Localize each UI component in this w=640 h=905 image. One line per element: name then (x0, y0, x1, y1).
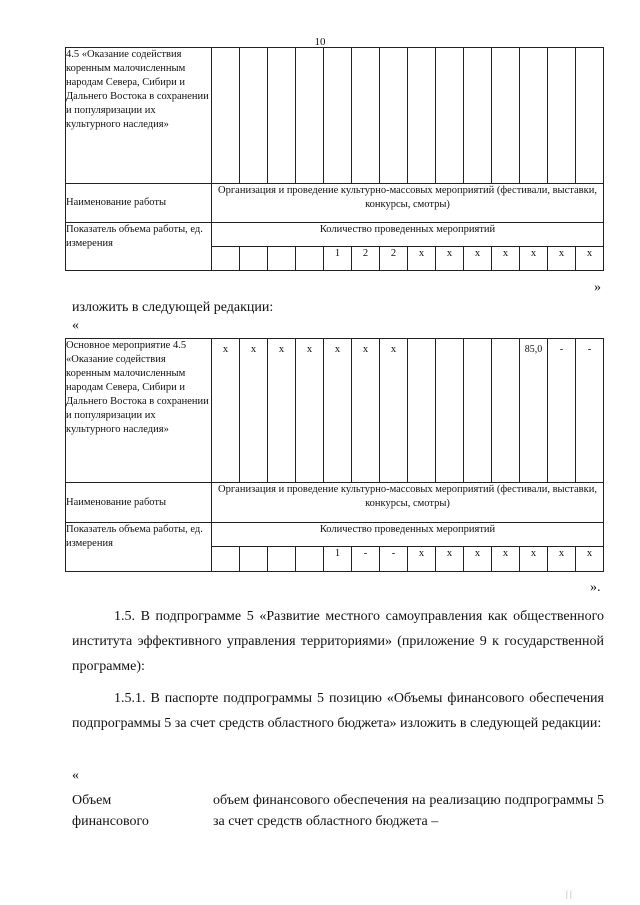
value-cell: х (408, 247, 436, 271)
value-cell (492, 48, 520, 184)
opening-quote: « (72, 768, 79, 783)
value-cell: 2 (352, 247, 380, 271)
opening-quote: « (72, 318, 79, 333)
value-cell: 85,0 (520, 339, 548, 483)
closing-quote: ». (590, 580, 601, 595)
value-cell (492, 339, 520, 483)
value-cell (352, 48, 380, 184)
value-cell: х (352, 339, 380, 483)
value-cell (268, 547, 296, 572)
work-name-label: Наименование работы (66, 483, 212, 523)
value-cell: х (492, 547, 520, 572)
activity-label: Основное мероприятие 4.5 «Оказание содействия коренным малочисленным народам Севера, Сибири и Дальнего Востока в сохранении и популяризации их культурного наследия» (66, 339, 212, 483)
value-cell (212, 547, 240, 572)
value-cell: х (520, 547, 548, 572)
value-cell (380, 48, 408, 184)
value-cell: х (520, 247, 548, 271)
volume-indicator-label: Показатель объема работы, ед. измерения (66, 523, 212, 572)
value-cell (240, 247, 268, 271)
paragraph-1-5: 1.5. В подпрограмме 5 «Развитие местного самоуправления как общественного института эффективного управления территориями» (приложение 9 к государственной программе): (72, 609, 604, 674)
value-cell: х (576, 547, 604, 572)
volume-indicator-name: Количество проведенных мероприятий (212, 523, 604, 547)
value-cell (548, 48, 576, 184)
value-cell: 2 (380, 247, 408, 271)
passport-label-line-2: финансового (72, 814, 149, 829)
work-name-label: Наименование работы (66, 184, 212, 223)
value-cell (240, 547, 268, 572)
value-cell (436, 48, 464, 184)
value-cell: х (436, 247, 464, 271)
replace-phrase: изложить в следующей редакции: (72, 300, 274, 315)
activity-table-old (65, 47, 604, 271)
value-cell: 1 (324, 247, 352, 271)
value-cell: х (240, 339, 268, 483)
value-cell (408, 339, 436, 483)
activity-table-new (65, 338, 604, 572)
value-cell (520, 48, 548, 184)
value-cell (296, 547, 324, 572)
value-cell (296, 48, 324, 184)
value-cell (268, 247, 296, 271)
value-cell: х (464, 547, 492, 572)
value-cell (324, 48, 352, 184)
value-cell: - (576, 339, 604, 483)
value-cell (296, 247, 324, 271)
value-cell: х (436, 547, 464, 572)
value-cell: х (548, 247, 576, 271)
value-cell (464, 48, 492, 184)
value-cell: х (296, 339, 324, 483)
work-name-value: Организация и проведение культурно-массовых мероприятий (фестивали, выставки, конкурсы, смотры) (212, 483, 604, 523)
value-cell: - (380, 547, 408, 572)
value-cell (212, 48, 240, 184)
page-number: 10 (314, 36, 326, 48)
passport-value: объем финансового обеспечения на реализацию подпрограммы 5 за счет средств областного бюджета – (213, 793, 604, 829)
passport-label-line-1: Объем (72, 793, 112, 808)
value-cell (268, 48, 296, 184)
value-cell: х (576, 247, 604, 271)
value-cell (408, 48, 436, 184)
paragraph-1-5-1: 1.5.1. В паспорте подпрограммы 5 позицию «Объемы финансового обеспечения подпрограммы 5 за счет средств областного бюджета» изложить в следующей редакции: (72, 691, 604, 731)
value-cell: х (548, 547, 576, 572)
work-name-value: Организация и проведение культурно-массовых мероприятий (фестивали, выставки, конкурсы, смотры) (212, 184, 604, 223)
value-cell (576, 48, 604, 184)
value-cell: х (492, 247, 520, 271)
value-cell: х (324, 339, 352, 483)
value-cell: х (268, 339, 296, 483)
volume-indicator-name: Количество проведенных мероприятий (212, 223, 604, 247)
closing-quote: » (594, 280, 601, 295)
value-cell (436, 339, 464, 483)
value-cell: х (212, 339, 240, 483)
value-cell: х (464, 247, 492, 271)
value-cell (464, 339, 492, 483)
volume-indicator-label: Показатель объема работы, ед. измерения (66, 223, 212, 271)
value-cell: х (380, 339, 408, 483)
value-cell: - (352, 547, 380, 572)
value-cell: 1 (324, 547, 352, 572)
value-cell: х (408, 547, 436, 572)
activity-label: 4.5 «Оказание содействия коренным малочисленным народам Севера, Сибири и Дальнего Востока в сохранении и популяризации их культурного наследия» (66, 48, 212, 184)
corner-marks: | | (566, 889, 572, 899)
value-cell: - (548, 339, 576, 483)
value-cell (240, 48, 268, 184)
value-cell (212, 247, 240, 271)
